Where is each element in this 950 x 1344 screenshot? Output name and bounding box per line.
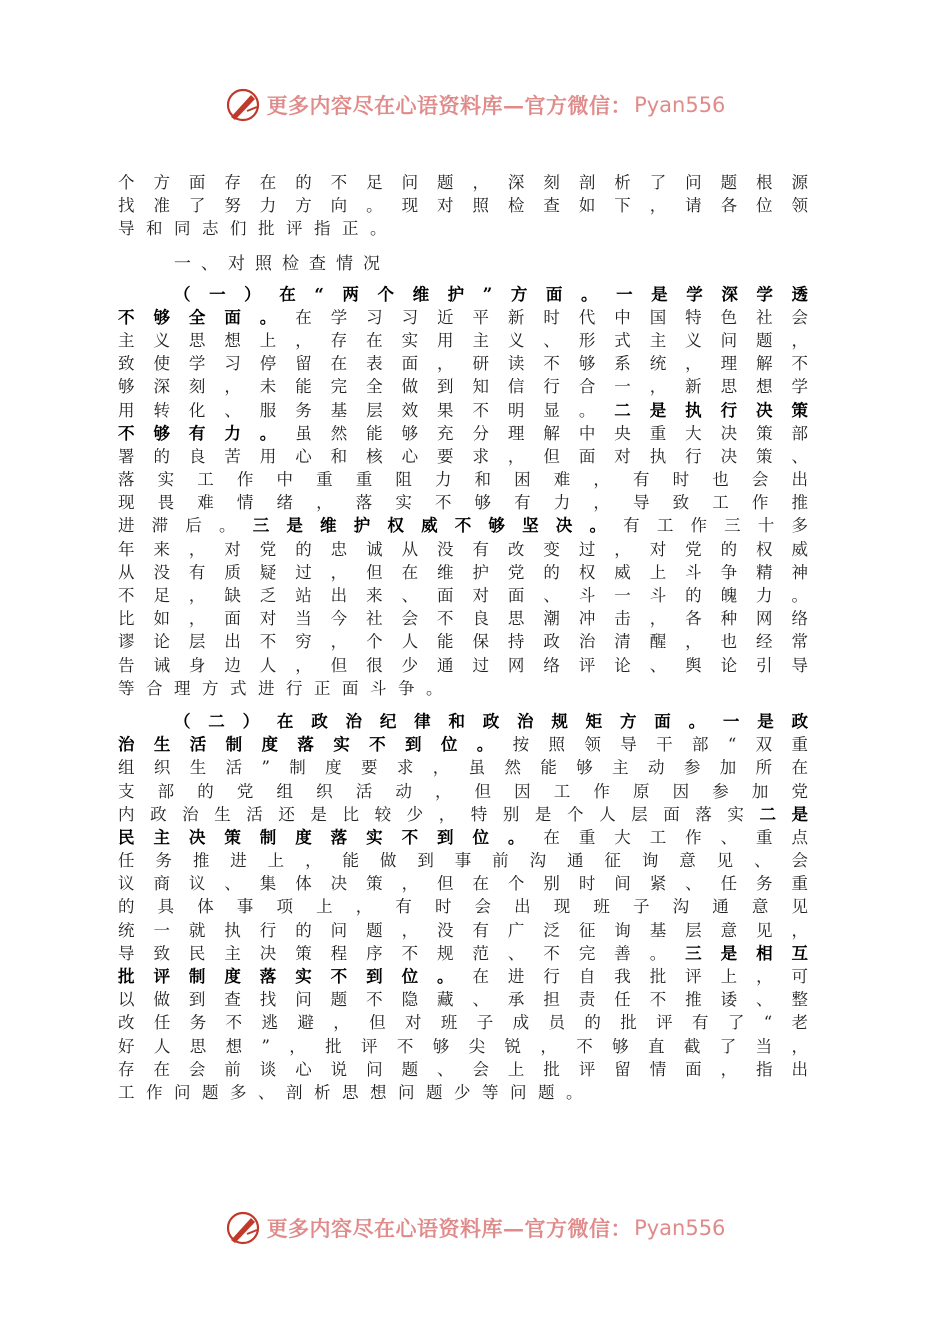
- subheading: （一）在“两个维护”方面。一是学深学透: [174, 284, 808, 304]
- paragraph-line: 工作问题多、剖析思想问题少等问题。: [118, 1082, 594, 1102]
- paragraph-line: 不够有力。虽然能够充分理解中央重大决策部: [118, 423, 809, 443]
- intro-line: 导和同志们批评指正。: [118, 219, 398, 239]
- paragraph-line: 存在会前谈心说问题、会上批评留情面，指出: [118, 1059, 808, 1079]
- document-body: [118, 171, 808, 1104]
- paragraph-line: 用转化、服务基层效果不明显。二是执行决策: [118, 400, 809, 420]
- subheading: （二）在政治纪律和政治规矩方面。一是政: [174, 711, 808, 731]
- paragraph-line: 好人思想”，批评不够尖锐，不够直截了当，: [118, 1036, 808, 1056]
- paragraph-line: 组织生活”制度要求，虽然能够主动参加所在: [118, 758, 808, 778]
- paragraph-line: 落实工作中重重阻力和困难，有时也会出: [118, 470, 808, 490]
- paragraph-line: 支部的党组织活动，但因工作原因参加党: [118, 781, 808, 801]
- banner-wechat-id: Pyan556: [634, 93, 726, 117]
- intro-line: 找准了努力方向。现对照检查如下，请各位领: [118, 196, 808, 216]
- paragraph-line: 谬论层出不穷，个人能保持政治清醒，也经常: [118, 632, 808, 652]
- paragraph-line: 现畏难情绪，落实不够有力，导致工作推: [118, 493, 808, 513]
- paragraph-line: 统一就执行的问题，没有广泛征询基层意见，: [118, 920, 808, 940]
- footer-banner: [0, 1208, 950, 1248]
- paragraph-line: 比如，面对当今社会不良思潮冲击，各种网络: [118, 609, 808, 629]
- paragraph-line: 改任务不逃避，但对班子成员的批评有了“老: [118, 1013, 808, 1033]
- paragraph-line: 批评制度落实不到位。在进行自我批评上，可: [118, 967, 809, 986]
- paragraph-line: 够深刻，未能完全做到知信行合一，新思想学: [118, 377, 808, 397]
- paragraph-line: 年来，对党的忠诚从没有改变过，对党的权威: [118, 539, 808, 559]
- paragraph-line: 不够全面。在学习习近平新时代中国特色社会: [118, 307, 809, 327]
- paragraph-line: 任务推进上，能做到事前沟通征询意见、会: [118, 851, 808, 871]
- paragraph-line: 导致民主决策程序不规范、不完善。三是相互: [118, 943, 809, 963]
- paragraph-line: 署的良苦用心和核心要求，但面对执行决策、: [118, 446, 808, 466]
- paragraph-line: [118, 710, 808, 733]
- paragraph-line: 以做到查找问题不隐藏、承担责任不推诿、整: [118, 990, 808, 1010]
- paragraph-line: 民主决策制度落实不到位。在重大工作、重点: [118, 827, 809, 847]
- paragraph-line: 议商议、集体决策，但在个别时间紧、任务重: [118, 874, 808, 894]
- pen-logo-icon: [225, 1210, 261, 1246]
- paragraph-line: 治生活制度落实不到位。按照领导干部“双重: [118, 735, 809, 755]
- intro-line: 个方面存在的不足问题，深刻剖析了问题根源: [118, 173, 808, 192]
- paragraph-line: 不足，缺乏站出来、面对面、斗一斗的魄力。: [118, 586, 808, 605]
- pen-logo-icon: [225, 87, 261, 123]
- paragraph-line: 进滞后。三是维护权威不够坚决。有工作三十多: [118, 516, 809, 536]
- paragraph-line: 从没有质疑过，但在维护党的权威上斗争精神: [118, 562, 808, 582]
- paragraph-line: [118, 283, 808, 306]
- banner-wechat-id: Pyan556: [634, 1216, 726, 1240]
- paragraph-line: 的具体事项上，有时会出现班子沟通意见: [118, 897, 808, 917]
- paragraph-line: 等合理方式进行正面斗争。: [118, 678, 454, 698]
- banner-text: 更多内容尽在心语资料库—官方微信：: [266, 1216, 633, 1241]
- section-heading: 一、对照检查情况: [174, 253, 390, 274]
- banner-text: 更多内容尽在心语资料库—官方微信：: [266, 93, 633, 118]
- paragraph-line: 告诫身边人，但很少通过网络评论、舆论引导: [118, 655, 808, 675]
- paragraph-line: 致使学习停留在表面，研读不够系统，理解不: [118, 354, 808, 374]
- header-banner: [0, 85, 950, 125]
- paragraph-line: 主义思想上，存在实用主义、形式主义问题，: [118, 330, 808, 350]
- paragraph-line: 内政治生活还是比较少，特别是个人层面落实二是: [118, 804, 809, 824]
